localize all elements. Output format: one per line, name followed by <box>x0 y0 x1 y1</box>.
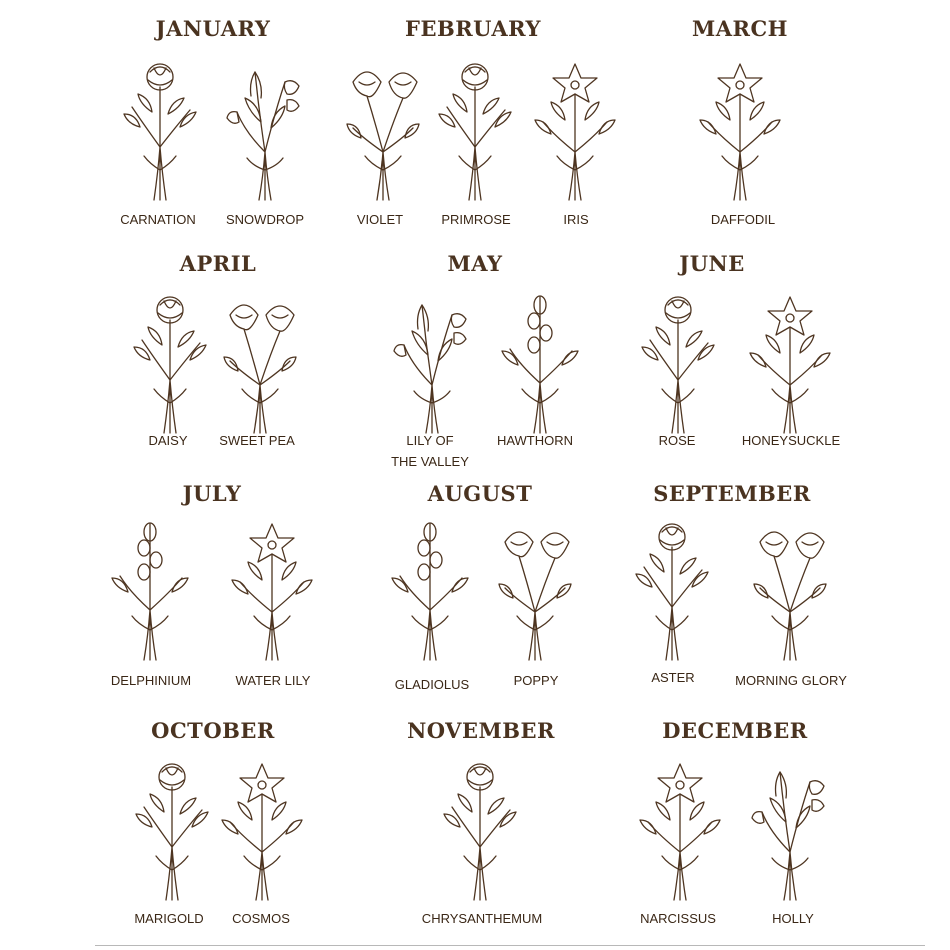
narcissus-illustration <box>630 752 730 902</box>
marigold-illustration <box>122 752 222 902</box>
holly-illustration <box>740 752 840 902</box>
month-heading-june: JUNE <box>679 251 745 276</box>
rose-illustration <box>628 285 728 435</box>
month-heading-may: MAY <box>447 251 503 276</box>
hawthorn-illustration <box>490 285 590 435</box>
iris-illustration <box>525 52 625 202</box>
month-heading-january: JANUARY <box>155 16 271 41</box>
flower-label-morning-glory: MORNING GLORY <box>735 673 847 688</box>
flower-label-holly: HOLLY <box>772 911 814 926</box>
water-lily-illustration <box>222 512 322 662</box>
flower-label-chrysanthemum: CHRYSANTHEMUM <box>421 911 543 926</box>
delphinium-illustration <box>100 512 200 662</box>
chrysanthemum-illustration <box>430 752 530 902</box>
month-heading-february: FEBRUARY <box>405 16 541 41</box>
month-heading-september: SEPTEMBER <box>653 481 811 506</box>
daffodil-illustration <box>690 52 790 202</box>
flower-label-iris: IRIS <box>563 212 589 227</box>
poppy-illustration <box>485 512 585 662</box>
primrose-illustration <box>425 52 525 202</box>
honeysuckle-illustration <box>740 285 840 435</box>
month-heading-december: DECEMBER <box>662 718 808 743</box>
flower-label-water-lily: WATER LILY <box>235 673 311 688</box>
flower-label-poppy: POPPY <box>513 673 559 688</box>
flower-label-hawthorn: HAWTHORN <box>496 433 574 448</box>
lily-of-the-valley-illustration <box>382 285 482 435</box>
gladiolus-illustration <box>380 512 480 662</box>
cosmos-illustration <box>212 752 312 902</box>
month-heading-march: MARCH <box>691 16 789 41</box>
flower-label-delphinium: DELPHINIUM <box>110 673 192 688</box>
sweet-pea-illustration <box>210 285 310 435</box>
flower-label-primrose: PRIMROSE <box>441 212 511 227</box>
flower-label-lily-of-the-valley <box>391 430 469 472</box>
flower-label-lily-line1: LILY OF <box>406 433 454 448</box>
bottom-divider <box>95 945 925 946</box>
flower-label-marigold: MARIGOLD <box>134 911 204 926</box>
morning-glory-illustration <box>740 512 840 662</box>
daisy-illustration <box>120 285 220 435</box>
month-heading-april: APRIL <box>179 251 257 276</box>
month-heading-july: JULY <box>182 481 242 506</box>
carnation-illustration <box>110 52 210 202</box>
flower-label-aster: ASTER <box>651 670 695 685</box>
month-heading-august: AUGUST <box>427 481 533 506</box>
flower-label-carnation: CARNATION <box>120 212 196 227</box>
flower-label-sweet-pea: SWEET PEA <box>219 433 295 448</box>
month-heading-october: OCTOBER <box>151 718 275 743</box>
flower-label-snowdrop: SNOWDROP <box>226 212 304 227</box>
month-heading-november: NOVEMBER <box>407 718 555 743</box>
flower-label-gladiolus: GLADIOLUS <box>394 677 470 692</box>
flower-label-violet: VIOLET <box>356 212 404 227</box>
flower-label-narcissus: NARCISSUS <box>640 911 716 926</box>
flower-label-honeysuckle: HONEYSUCKLE <box>741 433 841 448</box>
flower-label-lily-line2: THE VALLEY <box>391 454 469 469</box>
flower-label-daffodil: DAFFODIL <box>710 212 776 227</box>
snowdrop-illustration <box>215 52 315 202</box>
flower-label-rose: ROSE <box>658 433 696 448</box>
violet-illustration <box>333 52 433 202</box>
flower-label-cosmos: COSMOS <box>232 911 290 926</box>
flower-label-daisy: DAISY <box>148 433 188 448</box>
aster-illustration <box>622 512 722 662</box>
